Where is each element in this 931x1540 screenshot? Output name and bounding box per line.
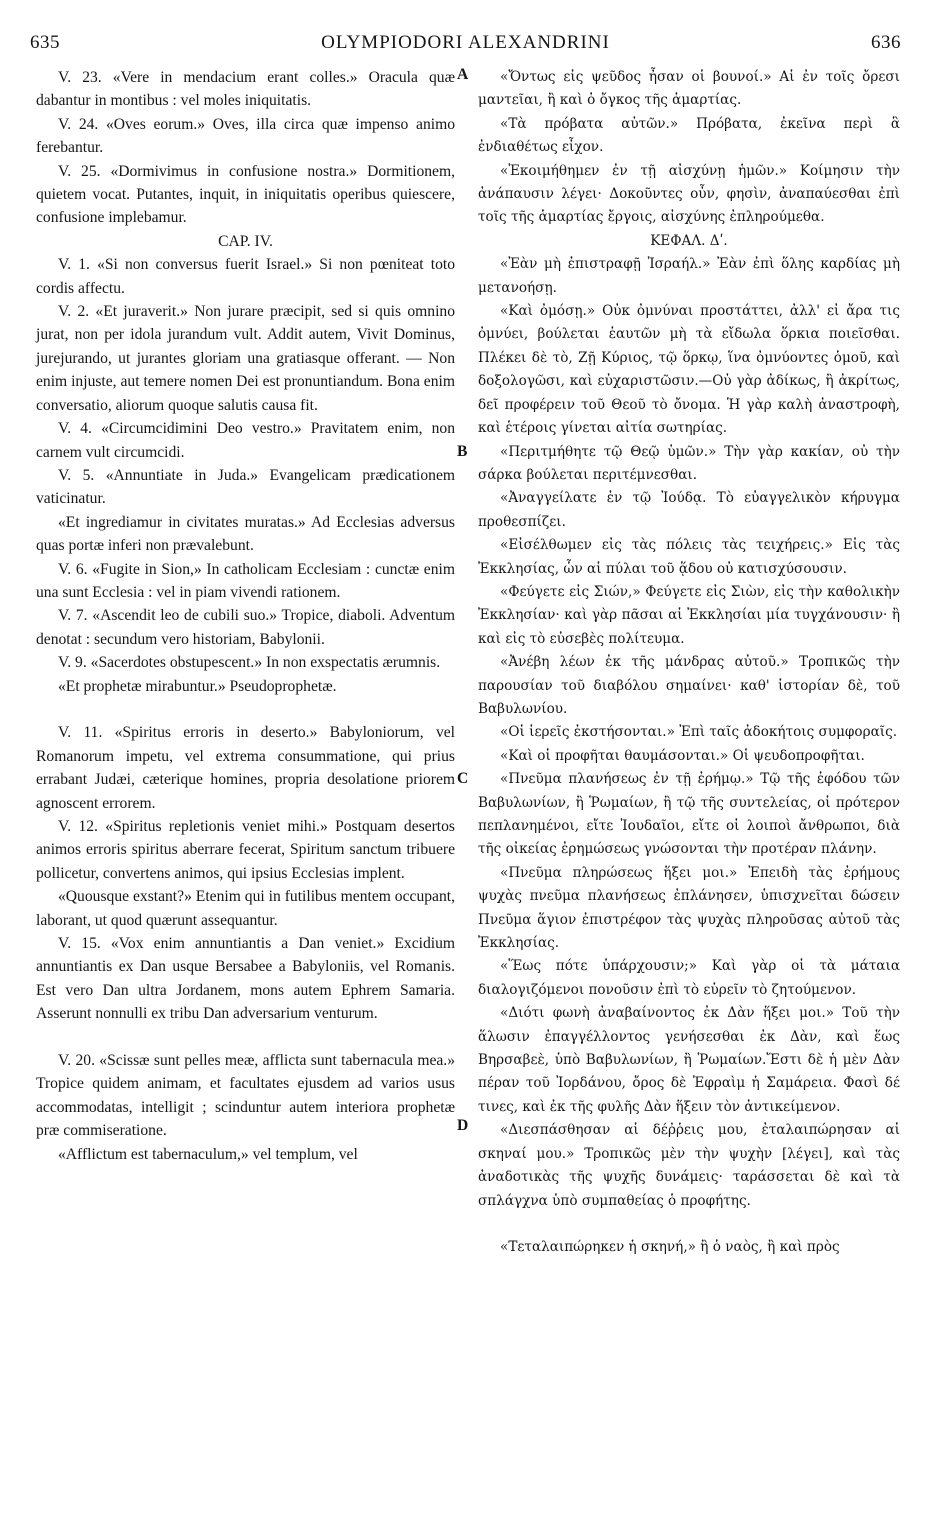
- greek-paragraph: «Ὄντως εἰς ψεῦδος ἦσαν οἱ βουνοί.» Αἱ ἐν τοῖς ὄρεσι μαντεῖαι, ἢ καὶ ὁ ὄγκος τῆς ἁμαρτίας.: [478, 69, 900, 109]
- greek-spacer: [478, 1213, 900, 1236]
- greek-paragraph: «Εἰσέλθωμεν εἰς τὰς πόλεις τὰς τειχήρεις.» Εἰς τὰς Ἐκκλησίας, ὧν αἱ πύλαι τοῦ ᾅδου οὐ κατισχύσουσιν.: [478, 537, 900, 577]
- greek-paragraph: «Διότι φωνὴ ἀναβαίνοντος ἐκ Δὰν ἥξει μοι.» Τοῦ τὴν ἅλωσιν ἐπαγγέλλοντος γενήσεσθαι ἐκ Δὰν, καὶ ἕως Βηρσαβεὲ, ὑπὸ Βαβυλωνίων, ἢ Ῥωμαίων.Ἔστι δὲ ἡ μὲν Δὰν πέραν τοῦ Ἰορδάνου, ὄρος δὲ Ἐφραὶμ ἡ Σαμάρεια. Φασὶ δέ τινες, καὶ ἐκ τῆς φυλῆς Δὰν ἥξειν τὸν ἀντικείμενον.: [478, 1005, 900, 1115]
- latin-column: [36, 66, 455, 1166]
- greek-paragraph: «Καὶ οἱ προφῆται θαυμάσονται.» Οἱ ψευδοπροφῆται.: [500, 747, 865, 764]
- latin-paragraph: V. 1. «Si non conversus fuerit Israel.» Si non pœniteat toto cordis affectu.: [36, 256, 455, 297]
- page-number-right: 636: [871, 32, 901, 53]
- greek-paragraph: «Ἀναγγείλατε ἐν τῷ Ἰούδᾳ. Τὸ εὐαγγελικὸν κήρυγμα προθεσπίζει.: [478, 490, 900, 530]
- margin-letter-d: D: [457, 1117, 469, 1134]
- latin-paragraph: V. 25. «Dormivimus in confusione nostra.» Dormitionem, quietem vocat. Putantes, inquit, in iniquitatis operibus quiescere, confusione implebamur.: [36, 162, 455, 227]
- greek-paragraph: «Καὶ ὀμόσῃ.» Οὐκ ὀμνύναι προστάττει, ἀλλ' εἰ ἄρα τις ὀμνύει, βούλεται ἑαυτῶν μὴ τὰ εἴδωλα ὅρκια ποιεῖσθαι. Πλέκει δὲ τὸ, Ζῇ Κύριος, τῷ ὅρκῳ, ἵνα ὀμνύοντες ὁμοῦ, καὶ δοξολογῶσι, καὶ εὐχαριστῶσιν.—Οὐ γὰρ ἀδίκως, ἢ ἀκρίτως, δεῖ προφέρειν τοῦ Θεοῦ τὸ ὄνομα. Ἡ γὰρ καλὴ ἀναστροφὴ, καὶ ἑτέροις γίνεται αἰτία σωτηρίας.: [478, 303, 900, 437]
- latin-paragraph: «Et prophetæ mirabuntur.» Pseudoprophetæ.: [58, 677, 337, 695]
- greek-paragraph: «Οἱ ἱερεῖς ἐκστήσονται.» Ἐπὶ ταῖς ἀδοκήτοις συμφοραῖς.: [500, 724, 898, 741]
- latin-paragraph: V. 24. «Oves eorum.» Oves, illa circa quæ impenso animo ferebantur.: [36, 115, 455, 157]
- greek-paragraph: «Τὰ πρόβατα αὐτῶν.» Πρόβατα, ἐκεῖνα περὶ ἃ ἐνδιαθέτως εἶχον.: [478, 115, 900, 156]
- greek-paragraph: «Πνεῦμα πλανήσεως ἐν τῇ ἐρήμῳ.» Τῷ τῆς ἐφόδου τῶν Βαβυλωνίων, ἢ Ῥωμαίων, ἢ τῷ τῆς συντελείας, οἱ πρότερον πεπλανημένοι, εἴτε Ἰουδαῖοι, εἴτε οἱ λοιποὶ ἄνθρωποι, διὰ τῆς οἰκείας ἐρημώσεως γνώσονται τὴν προτέραν πλάνην.: [478, 771, 900, 858]
- margin-letter-b: B: [457, 443, 468, 460]
- latin-paragraph: V. 6. «Fugite in Sion,» In catholicam Ecclesiam : cunctæ enim una sunt Ecclesia : vel in piam vivendi rationem.: [36, 560, 455, 601]
- latin-paragraph: V. 23. «Vere in mendacium erant colles.» Oracula quæ dabantur in montibus : vel moles iniquitatis.: [36, 69, 455, 110]
- greek-column: [478, 66, 900, 1260]
- greek-paragraph: «Ἐὰν μὴ ἐπιστραφῇ Ἰσραήλ.» Ἐὰν ἐπὶ ὅλης καρδίας μὴ μετανοήσῃ.: [478, 256, 900, 296]
- latin-spacer: [36, 698, 455, 721]
- greek-paragraph: «Πνεῦμα πληρώσεως ἥξει μοι.» Ἐπειδὴ τὰς ἐρήμους ψυχὰς πνεῦμα πλανήσεως ἐπλάνησεν, ὑπισχνεῖται δώσειν Πνεῦμα ἅγιον ἐπιστρέφον τὰς ψυχὰς πληροῦσας αὐτοῦ τὰς Ἐκκλησίας.: [478, 864, 900, 952]
- margin-letter-c: C: [457, 770, 469, 787]
- latin-paragraph: V. 15. «Vox enim annuntiantis a Dan veniet.» Excidium annuntiantis ex Dan usque Bersabee a Babyloniis, vel Romanis. Est vero Dan ultra Jordanem, mons autem Ephrem Samaria. Asserunt nonnulli ex tribu Dan adversarium venturum.: [36, 935, 455, 1023]
- greek-paragraph: «Περιτμήθητε τῷ Θεῷ ὑμῶν.» Τὴν γὰρ κακίαν, οὐ τὴν σάρκα βούλεται περιτέμνεσθαι.: [478, 443, 900, 483]
- greek-paragraph: «Τεταλαιπώρηκεν ἡ σκηνή,» ἢ ὁ ναὸς, ἢ καὶ πρὸς: [500, 1239, 840, 1256]
- greek-paragraph: «Ἀνέβη λέων ἐκ τῆς μάνδρας αὐτοῦ.» Τροπικῶς τὴν παρουσίαν τοῦ διαβόλου σημαίνει· καθ' ἱστορίαν δὲ, τοῦ Βαβυλωνίου.: [478, 654, 900, 717]
- greek-paragraph: «Ἐκοιμήθημεν ἐν τῇ αἰσχύνῃ ἡμῶν.» Κοίμησιν τὴν ἀνάπαυσιν λέγει· Δοκοῦντες οὖν, φησὶν, ἀναπαύεσθαι ἐπὶ τοῖς τῆς ἁμαρτίας ἔργοις, αἰσχύνης ἐπληρούμεθα.: [478, 162, 900, 226]
- latin-spacer: [36, 1026, 455, 1049]
- latin-paragraph: «Quousque exstant?» Etenim qui in futilibus mentem occupant, laborant, ut quod quærunt assequantur.: [36, 888, 455, 929]
- greek-chapter-heading: ΚΕΦΑΛ. Δʹ.: [650, 232, 728, 249]
- running-title: OLYMPIODORI ALEXANDRINI: [321, 32, 610, 53]
- latin-paragraph: V. 5. «Annuntiate in Juda.» Evangelicam prædicationem vaticinatur.: [36, 466, 455, 508]
- latin-paragraph: V. 20. «Scissæ sunt pelles meæ, afflicta sunt tabernacula mea.» Tropice quidem animam, et facultates ejusdem ad varios usus accommodatas, intelligit ; scinduntur autem interiora prophetæ præ commiseratione.: [36, 1052, 455, 1140]
- latin-paragraph: V. 12. «Spiritus repletionis veniet mihi.» Postquam desertos animos erroris spiritus aberrare fecerat, Spiritum sanctum tribuere pollicetur, convertens animos, qui ipsius Ecclesias implent.: [36, 817, 455, 882]
- latin-paragraph: «Afflictum est tabernaculum,» vel templum, vel: [58, 1145, 358, 1163]
- greek-paragraph: «Ἕως πότε ὑπάρχουσιν;» Καὶ γὰρ οἱ τὰ μάταια διαλογιζόμενοι πονοῦσιν ἐπὶ τὸ εὑρεῖν τὸ ζητούμενον.: [478, 958, 900, 998]
- greek-paragraph: «Διεσπάσθησαν αἱ δέῤῥεις μου, ἐταλαιπώρησαν αἱ σκηναί μου.» Τροπικῶς μὲν τὴν ψυχὴν [λέγει], καὶ τὰς ἀναδοτικὰς τῆς ψυχῆς δυνάμεις· ταράσσεται δὲ καὶ τὰ σπλάγχνα ὑπὸ συμπαθείας ὁ προφήτης.: [478, 1122, 900, 1209]
- latin-paragraph: «Et ingrediamur in civitates muratas.» Ad Ecclesias adversus quas portæ inferi non prævalebunt.: [36, 513, 455, 555]
- greek-paragraph: «Φεύγετε εἰς Σιών,» Φεύγετε εἰς Σιὼν, εἰς τὴν καθολικὴν Ἐκκλησίαν· καὶ γὰρ πᾶσαι αἱ Ἐκκλησίαι μία τυγχάνουσιν· ἢ καὶ εἰς τὸ εὐσεβὲς πολίτευμα.: [478, 583, 900, 647]
- latin-paragraph: V. 9. «Sacerdotes obstupescent.» In non exspectatis ærumnis.: [58, 654, 441, 672]
- latin-paragraph: V. 7. «Ascendit leo de cubili suo.» Tropice, diaboli. Adventum denotat : secundum vero historiam, Babylonii.: [36, 607, 455, 648]
- page-number-left: 635: [30, 32, 60, 53]
- latin-paragraph: V. 4. «Circumcidimini Deo vestro.» Pravitatem enim, non carnem vult circumcidi.: [36, 420, 455, 461]
- latin-paragraph: V. 11. «Spiritus erroris in deserto.» Babyloniorum, vel Romanorum impetu, vel extrema consummatione, qui prius errabant Judæi, cæterique homines, propria desolatione priorem agnoscent errorem.: [36, 724, 455, 812]
- page-header: [30, 32, 901, 60]
- margin-letter-a: A: [457, 66, 469, 83]
- latin-paragraph: V. 2. «Et juraverit.» Non jurare præcipit, sed si quis omnino jurat, non per idola jurandum vult. Addit autem, Vivit Dominus, jurejurando, ut jurantes gloriam una gratiasque offerant. — Non enim injuste, aut temere nomen Dei est pronuntiandum. Bona enim conversatio, aliorum quoque salutis causa fit.: [36, 303, 455, 414]
- latin-chapter-heading: CAP. IV.: [218, 232, 273, 250]
